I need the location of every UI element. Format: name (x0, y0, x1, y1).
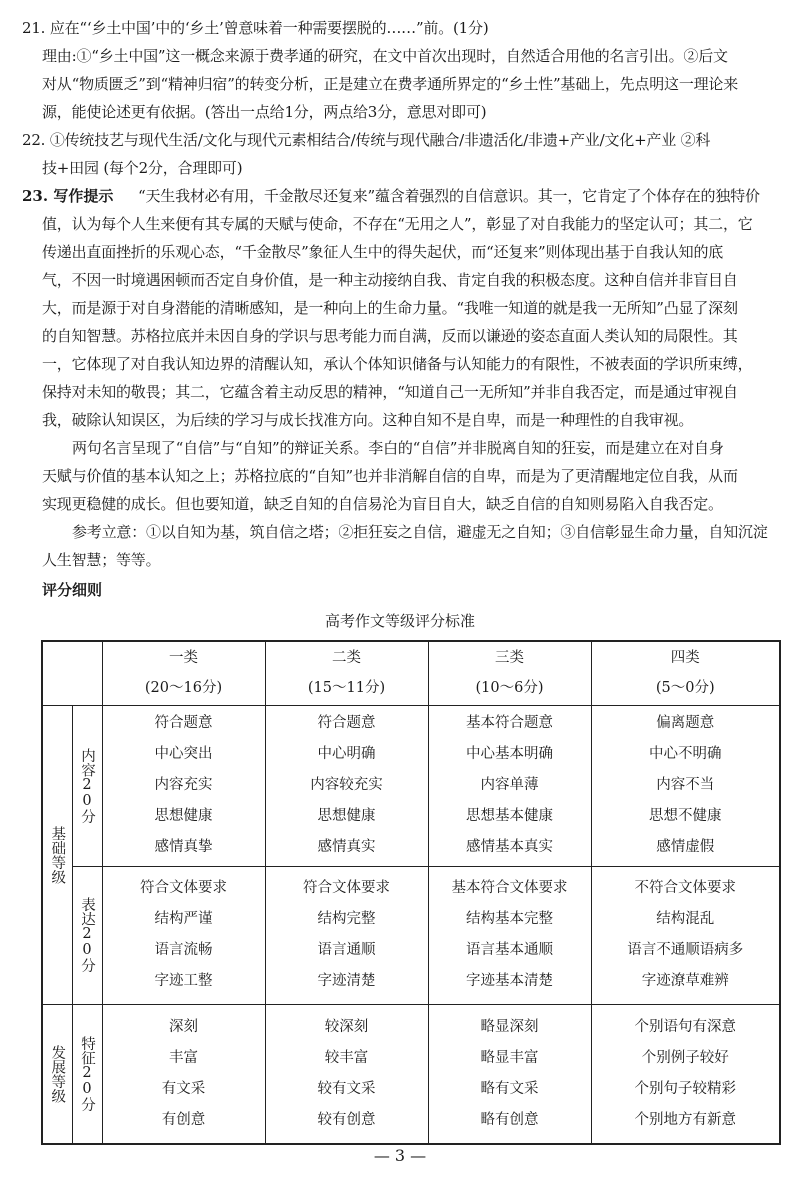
q23-line-13: 参考立意：①以自知为基，筑自信之塔；②拒狂妄之自信，避虚无之自知；③自信彰显生命力量，自知沉淀 (72, 523, 768, 541)
q21-line-4: 源，能使论述更有依据。(答出一点给1分，两点给3分，意思对即可) (42, 103, 487, 121)
header-class-3: 三类 (10～6分) (428, 641, 591, 705)
expression-row (42, 866, 780, 1004)
q23-line-2: 值，认为每个人生来便有其专属的天赋与使命，不存在“无用之人”，彰显了对自我能力的坚定认可；其二，它 (42, 215, 753, 233)
features-class-2: 较深刻 较丰富 较有文采 较有创意 (265, 1004, 428, 1144)
q23-label: 23. 写作提示 (22, 187, 114, 205)
q23-line-4: 气，不因一时境遇困顿而否定自身价值，是一种主动接纳自我、肯定自我的积极态度。这种自信并非盲目自 (42, 271, 738, 289)
q21-line-2: 理由:①“乡土中国”这一概念来源于费孝通的研究，在文中首次出现时，自然适合用他的名言引出。②后文 (42, 47, 728, 65)
corner-cell (42, 641, 102, 705)
content-label: 内容20分 (72, 705, 102, 866)
table-caption: 高考作文等级评分标准 (324, 612, 475, 630)
features-class-4: 个别语句有深意 个别例子较好 个别句子较精彩 个别地方有新意 (591, 1004, 780, 1144)
page-number: — 3 — (373, 1146, 427, 1165)
features-label: 特征20分 (72, 1004, 102, 1144)
q23-line-11: 天赋与价值的基本认知之上；苏格拉底的“自知”也并非消解自信的自卑，而是为了更清醒地定位自我，从而 (42, 467, 738, 485)
content-class-1: 符合题意 中心突出 内容充实 思想健康 感情真挚 (102, 705, 265, 866)
q23-line-3: 传递出直面挫折的乐观心态，“千金散尽”象征人生中的得失起伏，而“还复来”则体现出基于自我认知的底 (42, 243, 724, 261)
q21-line-1: 21. 应在“‘乡土中国’中的‘乡土’曾意味着一种需要摆脱的……”前。(1分) (22, 19, 489, 37)
basic-level-label: 基础等级 (42, 705, 72, 1004)
content-row (42, 705, 780, 866)
header-row (42, 641, 780, 705)
header-class-4: 四类 (5～0分) (591, 641, 780, 705)
expression-class-4: 不符合文体要求 结构混乱 语言不通顺语病多 字迹潦草难辨 (591, 866, 780, 1004)
content-class-3: 基本符合题意 中心基本明确 内容单薄 思想基本健康 感情基本真实 (428, 705, 591, 866)
features-class-1: 深刻 丰富 有文采 有创意 (102, 1004, 265, 1144)
q23-line-8: 保持对未知的敬畏；其二，它蕴含着主动反思的精神，“知道自己一无所知”并非自我否定，而是通过审视自 (42, 383, 738, 401)
expression-class-1: 符合文体要求 结构严谨 语言流畅 字迹工整 (102, 866, 265, 1004)
q23-line-5: 大，而是源于对自身潜能的清晰感知，是一种向上的生命力量。“我唯一知道的就是我一无所知”凸显了深刻 (42, 299, 738, 317)
q21-line-3: 对从“物质匮乏”到“精神归宿”的转变分析，正是建立在费孝通所界定的“乡土性”基础上，先点明这一理论来 (42, 75, 739, 93)
expression-class-2: 符合文体要求 结构完整 语言通顺 字迹清楚 (265, 866, 428, 1004)
q23-line-14: 人生智慧；等等。 (42, 551, 161, 569)
header-class-1: 一类 (20～16分) (102, 641, 265, 705)
expression-class-3: 基本符合文体要求 结构基本完整 语言基本通顺 字迹基本清楚 (428, 866, 591, 1004)
q23-line-10: 两句名言呈现了“自信”与“自知”的辩证关系。李白的“自信”并非脱离自知的狂妄，而是建立在对自身 (72, 439, 724, 457)
grading-table (41, 640, 781, 1145)
q22-line-1: 22. ①传统技艺与现代生活/文化与现代元素相结合/传统与现代融合/非遗活化/非遗+产业/文化+产业 ②科 (22, 131, 711, 149)
expression-label: 表达20分 (72, 866, 102, 1004)
q23-line-9: 我，破除认知误区，为后续的学习与成长找准方向。这种自知不是自卑，而是一种理性的自我审视。 (42, 411, 694, 429)
q23-line-6: 的自知智慧。苏格拉底并未因自身的学识与思考能力而自满，反而以谦逊的姿态直面人类认知的局限性。其 (42, 327, 738, 345)
content-class-2: 符合题意 中心明确 内容较充实 思想健康 感情真实 (265, 705, 428, 866)
features-class-3: 略显深刻 略显丰富 略有文采 略有创意 (428, 1004, 591, 1144)
header-class-2: 二类 (15～11分) (265, 641, 428, 705)
q23-line-1: “天生我材必有用，千金散尽还复来”蕴含着强烈的自信意识。其一，它肯定了个体存在的独特价 (138, 187, 760, 205)
q23-line-12: 实现更稳健的成长。但也要知道，缺乏自知的自信易沦为盲目自大，缺乏自信的自知则易陷入自我否定。 (42, 495, 723, 513)
development-level-label: 发展等级 (42, 1004, 72, 1144)
q22-line-2: 技+田园 (每个2分，合理即可) (42, 159, 243, 177)
rules-heading: 评分细则 (42, 581, 103, 599)
content-class-4: 偏离题意 中心不明确 内容不当 思想不健康 感情虚假 (591, 705, 780, 866)
q23-line-7: 一，它体现了对自我认知边界的清醒认知，承认个体知识储备与认知能力的有限性，不被表面的学识所束缚， (42, 355, 753, 373)
features-row (42, 1004, 780, 1144)
